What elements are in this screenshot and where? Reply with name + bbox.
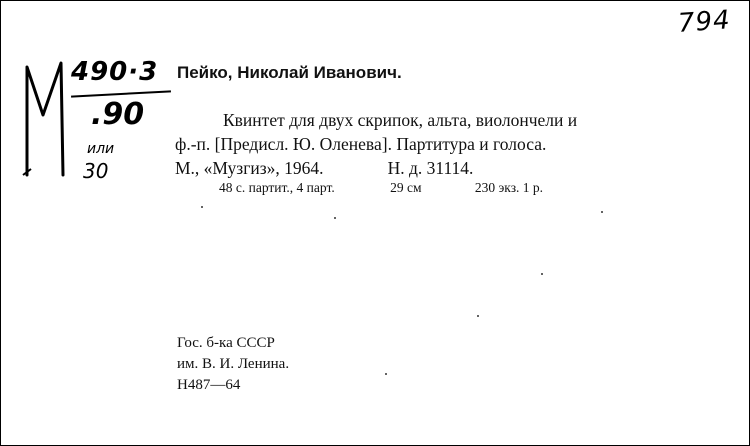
scan-speck [201, 206, 203, 208]
publisher-number: Н. д. 31114. [387, 158, 474, 178]
description-line-3 [175, 156, 731, 180]
scan-speck [601, 211, 603, 213]
description-line-2: ф.-п. [Предисл. Ю. Оленева]. Партитура и голоса. [175, 134, 547, 154]
scan-speck [334, 217, 336, 219]
imprint-line-2: им. В. И. Ленина. [177, 356, 290, 372]
scan-speck [385, 373, 387, 375]
description-line-1: Квинтет для двух скрипок, альта, виолончели и [223, 110, 578, 130]
collation-copies: 230 экз. 1 р. [474, 180, 544, 195]
collation [219, 180, 543, 196]
imprint-line-3: Н487—64 [177, 377, 241, 393]
title-description [175, 108, 731, 180]
collation-size: 29 см [390, 180, 422, 195]
handwritten-shelf-top: 490·3 [71, 57, 159, 87]
handwritten-shelf-or: или [87, 141, 115, 157]
handwritten-shelf-bottom: .90 [91, 97, 145, 132]
scan-speck [477, 315, 479, 317]
author-heading: Пейко, Николай Иванович. [177, 63, 402, 82]
publication-place: М., «Музгиз», 1964. [175, 158, 324, 178]
library-imprint [177, 333, 289, 396]
handwritten-shelf-letter [21, 57, 73, 177]
handwritten-corner-number: 794 [677, 5, 732, 39]
collation-pages: 48 с. партит., 4 парт. [219, 180, 335, 195]
handwritten-shelf-alt: 30 [83, 159, 109, 183]
imprint-line-1: Гос. б-ка СССР [177, 335, 275, 351]
scan-speck [541, 273, 543, 275]
